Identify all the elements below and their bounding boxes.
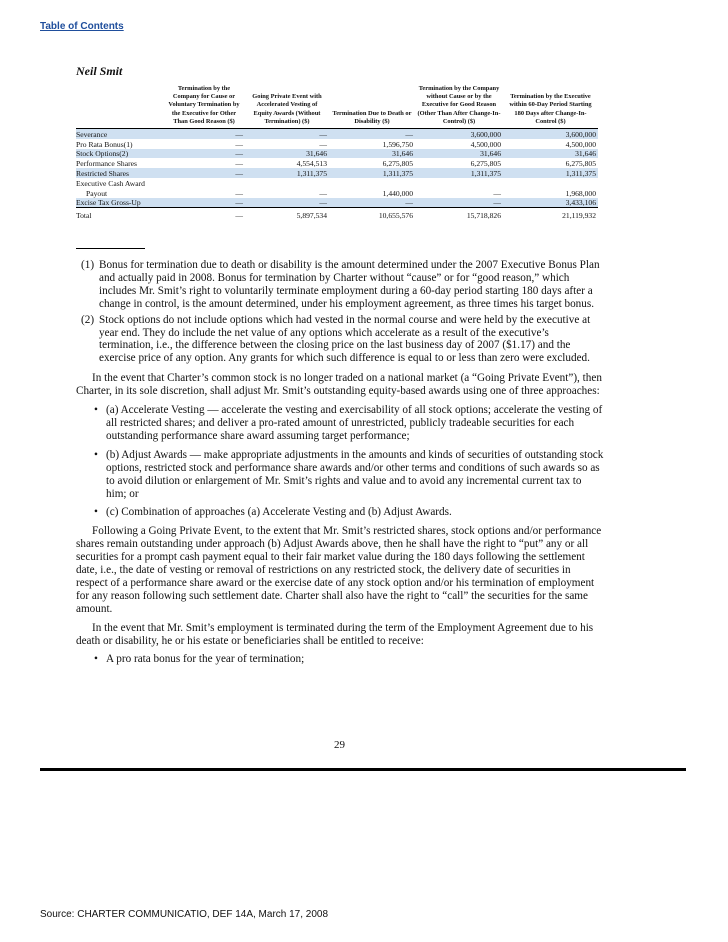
table-cell: 1,311,375 bbox=[415, 168, 503, 178]
table-cell: 1,440,000 bbox=[382, 188, 413, 198]
column-header: Termination by the Company without Cause or by the Executive for Good Reason (Other Than After Change-In-Control) ($) bbox=[417, 85, 501, 125]
column-header: Termination by the Company for Cause or Voluntary Termination by the Executive for Other Than Good Reason ($) bbox=[168, 85, 240, 125]
row-label: Executive Cash Award bbox=[76, 178, 145, 188]
table-cell: 6,275,805 bbox=[565, 159, 596, 169]
table-cell bbox=[245, 178, 329, 188]
table-cell: 4,554,513 bbox=[296, 159, 327, 169]
bullet-text: A pro rata bonus for the year of termination; bbox=[106, 653, 305, 666]
table-cell: — bbox=[319, 188, 327, 198]
table-cell: 4,500,000 bbox=[565, 139, 596, 149]
table-cell: 1,311,375 bbox=[503, 168, 598, 178]
table-cell: 21,119,932 bbox=[562, 211, 596, 221]
table-cell: — bbox=[235, 159, 243, 169]
table-cell: 5,897,534 bbox=[296, 211, 327, 221]
table-cell: 6,275,805 bbox=[382, 159, 413, 169]
document-body bbox=[76, 259, 604, 672]
bullet-icon: • bbox=[94, 448, 98, 461]
put-call-paragraph: Following a Going Private Event, to the extent that Mr. Smit’s restricted shares, stock options and/or performance shares remain outstanding under approach (b) Adjust Awards above, then he shall have the right to “put” any or all securities for a prompt cash payment equal to their fair market value during the 180 days following the settlement date, i.e., the date of vesting or removal of restrictions on any restricted stock, the delivery date of securities in respect of a performance share award or the exercise date of any stock option and/or his termination of employment for any reason following such settlement date. Charter shall also have the right to “call” the securities for the same amount. bbox=[76, 525, 602, 615]
column-header: Termination by the Executive within 60-Day Period Starting 180 Days after Change-In-Control ($) bbox=[509, 93, 592, 125]
bullet-text: (b) Adjust Awards — make appropriate adjustments in the amounts and kinds of securities of outstanding stock options, restricted stock and performance share awards and/or other terms and conditions of such awards so as to avoid dilution or enlargement of Mr. Smit’s rights and value and to avoid any incremental current tax to him; or bbox=[106, 448, 604, 500]
table-cell: 31,646 bbox=[503, 149, 598, 159]
termination-payments-table bbox=[76, 85, 598, 220]
table-cell: 3,600,000 bbox=[503, 129, 598, 139]
table-of-contents-link[interactable]: Table of Contents bbox=[40, 21, 124, 32]
bullet-icon: • bbox=[94, 404, 98, 417]
list-item bbox=[94, 506, 604, 519]
table-row bbox=[76, 198, 598, 208]
table-cell: 10,655,576 bbox=[378, 211, 413, 221]
footnote-text: Stock options do not include options which had vested in the normal course and were held by the executive at year end. They do include the net value of any options which accelerate as a result of the executive’s termination, i.e., the difference between the closing price on the last business day of 2007 ($1.17) and the exercise price of any option. Any grants for which such difference is equal to or less than zero were excluded. bbox=[99, 313, 591, 365]
table-cell: 3,433,106 bbox=[503, 198, 598, 208]
table-cell: — bbox=[235, 211, 243, 221]
table-cell: — bbox=[493, 188, 501, 198]
table-cell: 4,500,000 bbox=[470, 139, 501, 149]
table-cell: 31,646 bbox=[245, 149, 329, 159]
table-cell: 1,311,375 bbox=[329, 168, 415, 178]
table-cell: 1,968,000 bbox=[565, 188, 596, 198]
column-header: Going Private Event with Accelerated Vesting of Equity Awards (Without Termination) ($) bbox=[252, 93, 322, 125]
row-label: Excise Tax Gross-Up bbox=[76, 198, 163, 208]
table-row bbox=[76, 158, 598, 168]
table-cell: — bbox=[245, 129, 329, 139]
table-row bbox=[76, 139, 598, 149]
list-item bbox=[94, 404, 604, 443]
table-cell bbox=[503, 178, 598, 188]
table-cell: — bbox=[329, 198, 415, 208]
table-cell: 6,275,805 bbox=[470, 159, 501, 169]
table-cell: 1,596,750 bbox=[382, 139, 413, 149]
column-header: Termination Due to Death or Disability ($) bbox=[332, 109, 412, 125]
table-cell: — bbox=[163, 149, 245, 159]
table-row bbox=[76, 178, 598, 188]
table-cell: 3,600,000 bbox=[415, 129, 503, 139]
footnote-divider bbox=[76, 248, 145, 249]
death-disability-paragraph: In the event that Mr. Smit’s employment is terminated during the term of the Employment Agreement due to his death or disability, he or his estate or beneficiaries shall be entitled to receive: bbox=[76, 621, 594, 647]
table-cell bbox=[163, 178, 245, 188]
table-cell: 15,718,826 bbox=[466, 211, 501, 221]
page-number: 29 bbox=[334, 739, 345, 751]
table-row bbox=[76, 149, 598, 159]
table-cell: — bbox=[245, 198, 329, 208]
footnote-number: (2) bbox=[81, 313, 95, 326]
bullet-text: (c) Combination of approaches (a) Accelerate Vesting and (b) Adjust Awards. bbox=[106, 506, 452, 519]
table-cell: — bbox=[163, 198, 245, 208]
going-private-paragraph: In the event that Charter’s common stock is no longer traded on a national market (a “Going Private Event”), then Charter, in its sole discretion, shall adjust Mr. Smit’s outstanding equity-based awards using one of three approaches: bbox=[76, 372, 602, 398]
table-cell: — bbox=[329, 129, 415, 139]
column-header bbox=[76, 85, 163, 129]
row-label: Pro Rata Bonus(1) bbox=[76, 139, 133, 149]
table-row bbox=[76, 188, 598, 198]
table-cell: 1,311,375 bbox=[245, 168, 329, 178]
table-cell: — bbox=[415, 198, 503, 208]
row-label: Severance bbox=[76, 129, 163, 139]
table-cell: — bbox=[163, 168, 245, 178]
row-label: Stock Options(2) bbox=[76, 149, 163, 159]
row-label: Total bbox=[76, 211, 92, 221]
footnote-number: (1) bbox=[81, 259, 95, 271]
bullet-icon: • bbox=[94, 653, 98, 666]
footnote bbox=[76, 314, 604, 366]
table-cell: 31,646 bbox=[329, 149, 415, 159]
row-label: Payout bbox=[86, 188, 108, 198]
table-header-row bbox=[76, 85, 598, 129]
table-cell bbox=[415, 178, 503, 188]
footnote bbox=[76, 259, 604, 311]
executive-name-heading: Neil Smit bbox=[76, 64, 123, 78]
table-cell: — bbox=[163, 129, 245, 139]
table-cell: 31,646 bbox=[415, 149, 503, 159]
source-line: Source: CHARTER COMMUNICATIO, DEF 14A, March 17, 2008 bbox=[40, 909, 329, 920]
row-label: Restricted Shares bbox=[76, 168, 163, 178]
table-cell: — bbox=[319, 139, 327, 149]
list-item bbox=[94, 449, 604, 501]
table-total-row bbox=[76, 208, 598, 220]
bullet-text: (a) Accelerate Vesting — accelerate the vesting and exercisability of all stock options; accelerate the vesting of all restricted shares; and deliver a pro-rated amount of unrestricted, publicly tradeable securities for each outstanding performance share award assuming target performance; bbox=[106, 404, 603, 442]
table-cell bbox=[329, 178, 415, 188]
list-item bbox=[94, 653, 604, 666]
table-cell: — bbox=[235, 139, 243, 149]
table-cell: — bbox=[235, 188, 243, 198]
bullet-icon: • bbox=[94, 506, 98, 519]
table-row bbox=[76, 168, 598, 178]
page-bottom-rule bbox=[40, 768, 686, 771]
table-row bbox=[76, 129, 598, 139]
footnote-text: Bonus for termination due to death or disability is the amount determined under the 2007 Executive Bonus Plan and actually paid in 2008. Bonus for termination by Charter without “cause” or for “good reason,” which includes Mr. Smit’s right to voluntarily terminate employment during a 60-day period starting 180 days after a change in control, is the amount determined, under his employment agreement, as three times his target bonus. bbox=[99, 259, 600, 310]
row-label: Performance Shares bbox=[76, 159, 137, 169]
